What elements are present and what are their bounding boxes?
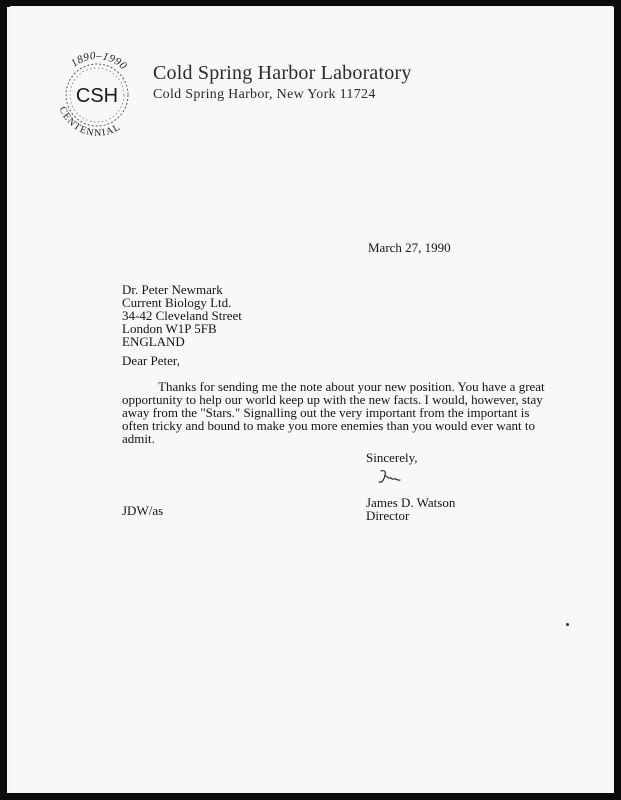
- recipient-line: ENGLAND: [122, 334, 185, 349]
- seal-word: CENTENNIAL: [56, 105, 123, 139]
- svg-text:1890–1990: [69, 50, 129, 73]
- letter-date: March 27, 1990: [368, 240, 451, 255]
- recipient-line: Dr. Peter Newmark: [122, 282, 223, 297]
- recipient-line: 34-42 Cleveland Street: [122, 308, 242, 323]
- centennial-seal-logo: [48, 46, 146, 144]
- body-line: often tricky and bound to make you more enemies than you would ever want to: [122, 418, 536, 433]
- recipient-line: London W1P 5FB: [122, 321, 217, 336]
- recipient-address: [122, 283, 242, 348]
- signer-title: Director: [366, 508, 410, 523]
- typist-initials: JDW/as: [122, 503, 164, 518]
- letter-body: [122, 380, 545, 445]
- closing: Sincerely,: [366, 450, 418, 465]
- body-line: admit.: [122, 431, 155, 446]
- body-line: opportunity to help our world keep up with the new facts. I would, however, stay: [122, 392, 543, 407]
- body-line: away from the "Stars." Signalling out the very important from the important is: [122, 405, 530, 420]
- salutation: Dear Peter,: [122, 353, 180, 368]
- body-line: Thanks for sending me the note about your new position. You have a great: [158, 379, 545, 394]
- lab-name: Cold Spring Harbor Laboratory: [153, 62, 412, 84]
- handwritten-signature: [376, 467, 410, 487]
- recipient-line: Current Biology Ltd.: [122, 295, 232, 310]
- letter-paper: [10, 6, 613, 792]
- seal-monogram: CSH: [75, 85, 119, 107]
- paper-speck: [566, 623, 569, 626]
- seal-years: 1890–1990: [68, 49, 130, 73]
- lab-address: Cold Spring Harbor, New York 11724: [153, 87, 376, 102]
- signer-name: James D. Watson: [366, 495, 456, 510]
